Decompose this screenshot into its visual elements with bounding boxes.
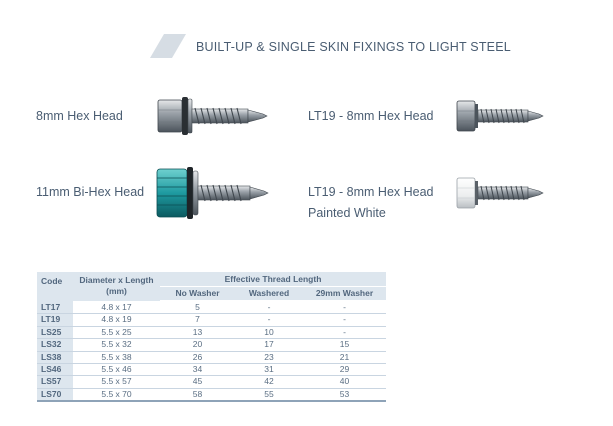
- cell-no-washer: 5: [160, 301, 235, 314]
- table-row: [37, 326, 386, 338]
- header-effective-thread-length: Effective Thread Length: [160, 272, 386, 287]
- hex-head-washer-screw-icon: [155, 94, 270, 138]
- header-29mm-washer: 29mm Washer: [303, 287, 386, 302]
- cell-29mm-washer: 21: [303, 351, 386, 363]
- table-row: [37, 301, 386, 314]
- cell-washered: 31: [235, 364, 303, 376]
- cell-no-washer: 45: [160, 376, 235, 388]
- table-row: [37, 339, 386, 351]
- slash-decoration-icon: [150, 34, 190, 58]
- cell-code: LS38: [37, 351, 73, 363]
- header-no-washer: No Washer: [160, 287, 235, 302]
- cell-no-washer: 26: [160, 351, 235, 363]
- cell-no-washer: 7: [160, 314, 235, 326]
- header-code: Code: [37, 272, 73, 301]
- hex-head-screw-icon: [455, 97, 545, 135]
- fixings-spec-table: [37, 272, 386, 402]
- cell-code: LT19: [37, 314, 73, 326]
- table-row: [37, 314, 386, 326]
- table-row: [37, 388, 386, 401]
- cell-washered: 23: [235, 351, 303, 363]
- cell-diameter-length: 5.5 x 32: [73, 339, 160, 351]
- cell-washered: 42: [235, 376, 303, 388]
- cell-no-washer: 58: [160, 388, 235, 401]
- cell-29mm-washer: 15: [303, 339, 386, 351]
- cell-washered: 17: [235, 339, 303, 351]
- cell-washered: -: [235, 301, 303, 314]
- cell-diameter-length: 5.5 x 25: [73, 326, 160, 338]
- page-title: BUILT-UP & SINGLE SKIN FIXINGS TO LIGHT STEEL: [196, 40, 511, 54]
- product-label: 11mm Bi-Hex Head: [36, 185, 145, 199]
- cell-diameter-length: 5.5 x 57: [73, 376, 160, 388]
- product-sublabel: Painted White: [308, 206, 386, 220]
- product-label: LT19 - 8mm Hex Head: [308, 185, 434, 199]
- bi-hex-head-screw-icon: [153, 163, 271, 223]
- page-heading: [150, 34, 580, 58]
- cell-code: LS25: [37, 326, 73, 338]
- table-row: [37, 364, 386, 376]
- cell-code: LS32: [37, 339, 73, 351]
- cell-diameter-length: 4.8 x 19: [73, 314, 160, 326]
- header-washered: Washered: [235, 287, 303, 302]
- cell-code: LT17: [37, 301, 73, 314]
- white-hex-head-screw-icon: [455, 174, 545, 212]
- product-label: 8mm Hex Head: [36, 109, 123, 123]
- cell-29mm-washer: 53: [303, 388, 386, 401]
- cell-diameter-length: 4.8 x 17: [73, 301, 160, 314]
- cell-29mm-washer: 29: [303, 364, 386, 376]
- product-label: LT19 - 8mm Hex Head: [308, 109, 434, 123]
- cell-no-washer: 13: [160, 326, 235, 338]
- cell-diameter-length: 5.5 x 70: [73, 388, 160, 401]
- cell-washered: 55: [235, 388, 303, 401]
- cell-washered: -: [235, 314, 303, 326]
- cell-diameter-length: 5.5 x 46: [73, 364, 160, 376]
- table-row: [37, 376, 386, 388]
- cell-29mm-washer: -: [303, 326, 386, 338]
- table-row: [37, 351, 386, 363]
- cell-diameter-length: 5.5 x 38: [73, 351, 160, 363]
- cell-washered: 10: [235, 326, 303, 338]
- header-diameter-length: Diameter x Length (mm): [73, 272, 160, 301]
- cell-code: LS57: [37, 376, 73, 388]
- cell-29mm-washer: 40: [303, 376, 386, 388]
- cell-no-washer: 20: [160, 339, 235, 351]
- cell-29mm-washer: -: [303, 301, 386, 314]
- cell-no-washer: 34: [160, 364, 235, 376]
- cell-code: LS46: [37, 364, 73, 376]
- cell-29mm-washer: -: [303, 314, 386, 326]
- cell-code: LS70: [37, 388, 73, 401]
